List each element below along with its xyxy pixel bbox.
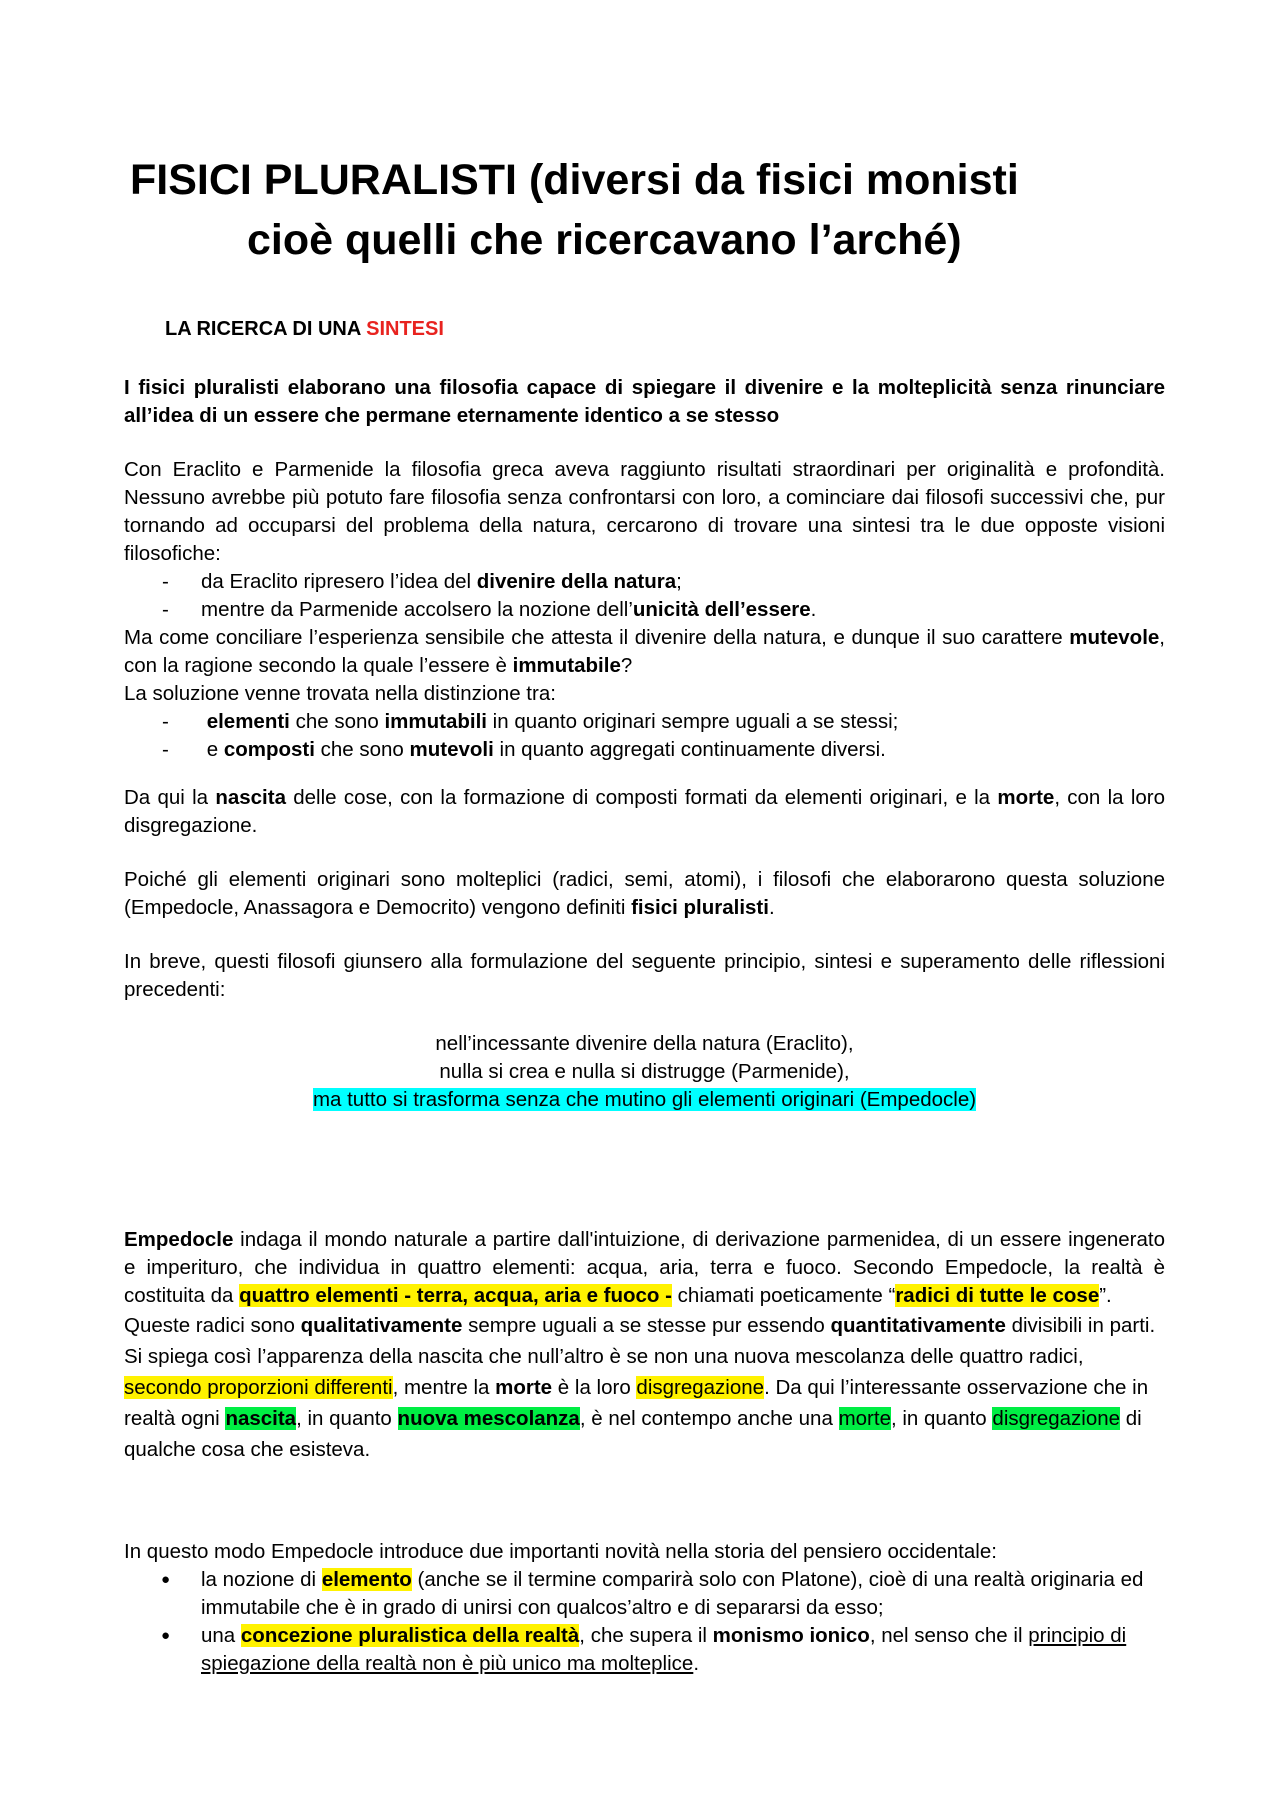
principle-highlight: ma tutto si trasforma senza che mutino gli elementi originari (Empedocle) (312, 1088, 977, 1111)
paragraph-pluralisti: Poiché gli elementi originari sono molteplici (radici, semi, atomi), i filosofi che elaborarono questa soluzione (Empedocle, Anassagora e Democrito) vengono definiti fisici pluralisti. (124, 868, 1165, 919)
bullet-list (124, 1566, 1165, 1678)
underlined-principio: principio di spiegazione della realtà non è più unico ma molteplice (201, 1624, 1127, 1675)
highlight-quattro-elementi: quattro elementi - terra, acqua, aria e fuoco - (239, 1284, 672, 1307)
list-item: ● una concezione pluralistica della realtà, che supera il monismo ionico, nel senso che il principio di spiegazione della realtà non è più unico ma molteplice. (124, 1622, 1165, 1678)
highlight-elemento: elemento (321, 1568, 412, 1591)
paragraph-novita (124, 1538, 1165, 1678)
list-item: - e composti che sono mutevoli in quanto aggregati continuamente diversi. (124, 736, 1165, 764)
page-title (110, 150, 1170, 270)
paragraph-empedocle (124, 1226, 1165, 1465)
empedocle-radici: Queste radici sono qualitativamente sempre uguali a se stesse pur essendo quantitativamente divisibili in parti. Si spiega così l’apparenza della nascita che null’altro è se non una nuova mescolanza delle quattro radici, secondo proporzioni differenti, mentre la morte è la loro disgregazione. Da qui l’interessante osservazione che in realtà ogni nascita, in quanto nuova mescolanza, è nel contempo anche una morte, in quanto disgregazione di qualche cosa che esisteva. (124, 1314, 1156, 1461)
principle-block (124, 1030, 1165, 1114)
novelty-intro: In questo modo Empedocle introduce due importanti novità nella storia del pensiero occidentale: (124, 1540, 997, 1563)
highlight-radici: radici di tutte le cose (895, 1284, 1100, 1307)
paragraph-principio: In breve, questi filosofi giunsero alla formulazione del seguente principio, sintesi e superamento delle riflessioni precedenti: (124, 950, 1165, 1001)
section-heading (165, 318, 444, 341)
dash-list-2 (124, 708, 1165, 764)
list-item: - mentre da Parmenide accolsero la nozione dell’unicità dell’essere. (124, 596, 1165, 624)
section-heading-highlight: SINTESI (366, 318, 444, 340)
principle-line-3 (124, 1086, 1165, 1114)
title-line-1: FISICI PLURALISTI (diversi da fisici monisti (130, 156, 1019, 204)
highlight-nuova-mescolanza: nuova mescolanza (397, 1407, 580, 1430)
solution-text: La soluzione venne trovata nella distinzione tra: (124, 682, 556, 705)
list-item: - da Eraclito ripresero l’idea del divenire della natura; (124, 568, 1165, 596)
highlight-nascita: nascita (225, 1407, 297, 1430)
highlight-disgregazione: disgregazione (636, 1376, 765, 1399)
highlight-proporzioni: secondo proporzioni differenti (124, 1376, 393, 1399)
section-heading-prefix: LA RICERCA DI UNA (165, 318, 367, 340)
list-item: - elementi che sono immutabili in quanto originari sempre uguali a se stessi; (124, 708, 1165, 736)
paragraph-eraclito-parmenide (124, 456, 1165, 764)
highlight-morte: morte (838, 1407, 891, 1430)
principle-line-1: nell’incessante divenire della natura (Eraclito), (435, 1032, 854, 1055)
paragraph-nascita-morte: Da qui la nascita delle cose, con la formazione di composti formati da elementi originari, e la morte, con la loro disgregazione. (124, 786, 1165, 837)
question-text: Ma come conciliare l’esperienza sensibile che attesta il divenire della natura, e dunque il suo carattere mutevole, con la ragione secondo la quale l’essere è immutabile? (124, 626, 1165, 677)
dash-list-1 (124, 568, 1165, 624)
empedocle-intro: Empedocle indaga il mondo naturale a partire dall'intuizione, di derivazione parmenidea, di un essere ingenerato e imperituro, che individua in quattro elementi: acqua, aria, terra e fuoco. Secondo Empedocle, la realtà è costituita da quattro elementi - terra, acqua, aria e fuoco - chiamati poeticamente “radici di tutte le cose”. (124, 1228, 1165, 1307)
title-line-2: cioè quelli che ricercavano l’arché) (247, 216, 962, 264)
highlight-disgregazione-green: disgregazione (992, 1407, 1121, 1430)
list-item: ● la nozione di elemento (anche se il termine comparirà solo con Platone), cioè di una realtà originaria ed immutabile che è in grado di unirsi con qualcos’altro e di separarsi da esso; (124, 1566, 1165, 1622)
highlight-concezione: concezione pluralistica della realtà (240, 1624, 580, 1647)
intro-paragraph: I fisici pluralisti elaborano una filosofia capace di spiegare il divenire e la molteplicità senza rinunciare all’idea di un essere che permane eternamente identico a se stesso (124, 376, 1165, 427)
principle-line-2: nulla si crea e nulla si distrugge (Parmenide), (439, 1060, 850, 1083)
para1-text: Con Eraclito e Parmenide la filosofia greca aveva raggiunto risultati straordinari per originalità e profondità. Nessuno avrebbe più potuto fare filosofia senza confrontarsi con loro, a cominciare dai filosofi successivi che, pur tornando ad occuparsi del problema della natura, cercarono di trovare una sintesi tra le due opposte visioni filosofiche: (124, 458, 1165, 565)
